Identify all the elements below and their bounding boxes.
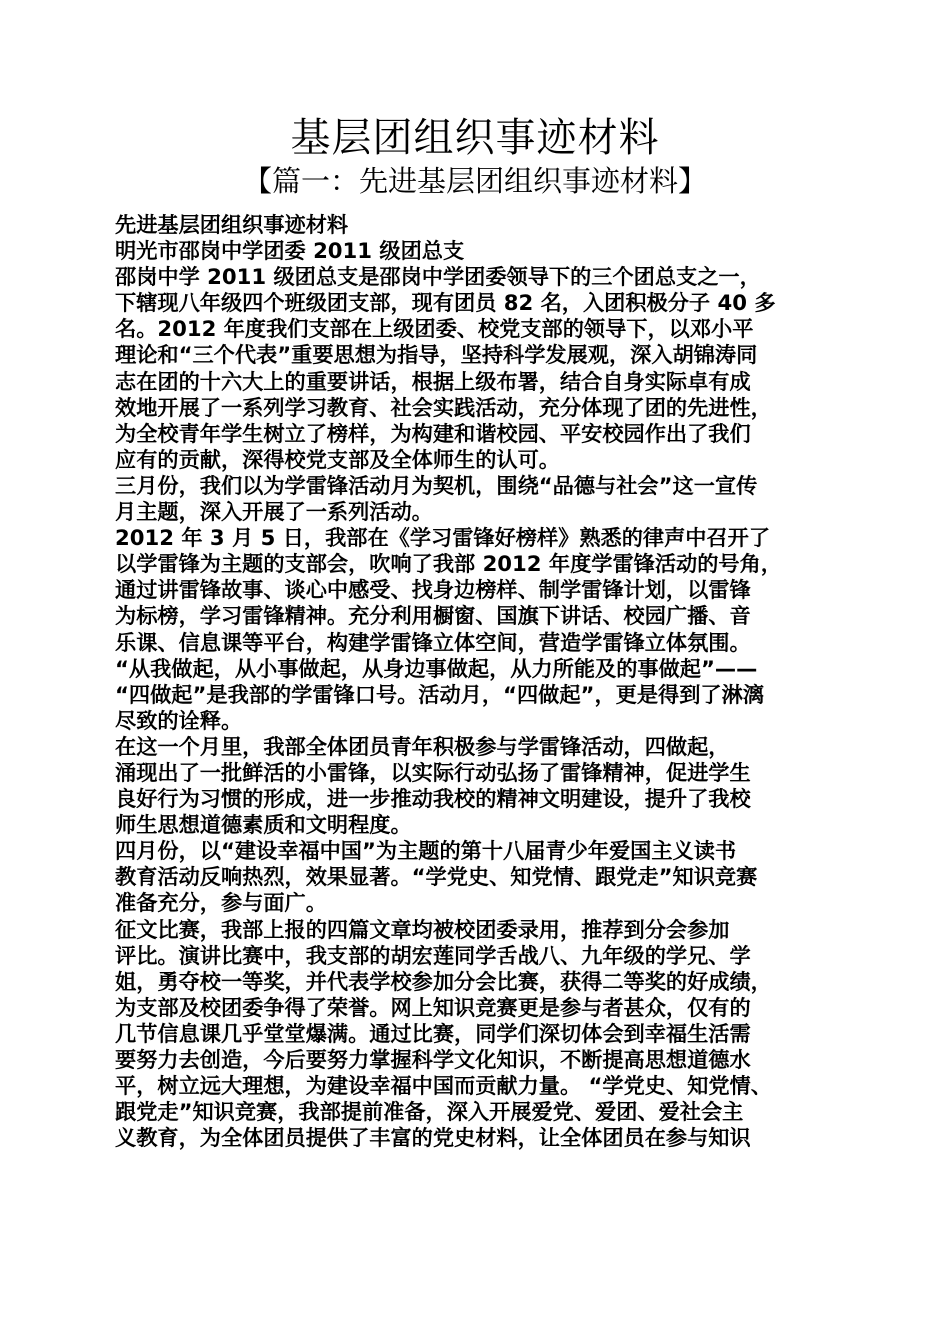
body-line: 效地开展了一系列学习教育、社会实践活动，充分体现了团的先进性， <box>115 394 772 420</box>
body-line: 跟党走”知识竞赛，我部提前准备，深入开展爱党、爱团、爱社会主 <box>115 1099 744 1125</box>
body-line: 评比。演讲比赛中，我支部的胡宏莲同学舌战八、九年级的学兄、学 <box>115 942 751 968</box>
body-line: 先进基层团组织事迹材料 <box>115 212 349 237</box>
body-line: 名。2012 年度我们支部在上级团委、校党支部的领导下，以邓小平 <box>115 316 754 342</box>
body-line: 征文比赛，我部上报的四篇文章均被校团委录用，推荐到分会参加 <box>115 916 730 942</box>
body-line: 邵岗中学 2011 级团总支是邵岗中学团委领导下的三个团总支之一， <box>115 264 761 290</box>
body-line: 志在团的十六大上的重要讲话，根据上级布署，结合自身实际卓有成 <box>115 368 751 394</box>
body-line: 教育活动反响热烈，效果显著。“学党史、知党情、跟党走”知识竞赛 <box>115 864 758 890</box>
body-line: 月主题，深入开展了一系列活动。 <box>115 499 433 525</box>
body-line: 2012 年 3 月 5 日，我部在《学习雷锋好榜样》熟悉的律声中召开了 <box>115 525 771 551</box>
body-line: 义教育，为全体团员提供了丰富的党史材料，让全体团员在参与知识 <box>115 1125 751 1151</box>
body-line: “四做起”是我部的学雷锋口号。活动月，“四做起”，更是得到了淋漓 <box>115 681 764 707</box>
body-line: 下辖现八年级四个班级团支部，现有团员 82 名，入团积极分子 40 多 <box>115 290 776 316</box>
body-line: 师生思想道德素质和文明程度。 <box>115 812 412 838</box>
body-line: 几节信息课几乎堂堂爆满。通过比赛，同学们深切体会到幸福生活需 <box>115 1020 751 1046</box>
document-subtitle: 【篇一：先进基层团组织事迹材料】 <box>242 164 707 198</box>
document-body <box>115 212 850 1151</box>
document-title: 基层团组织事迹材料 <box>290 115 660 161</box>
body-line: 尽致的诠释。 <box>115 707 243 733</box>
body-line: 平，树立远大理想，为建设幸福中国而贡献力量。 “学党史、知党情、 <box>115 1073 772 1099</box>
body-line: 三月份，我们以为学雷锋活动月为契机，围绕“品德与社会”这一宣传 <box>115 472 758 498</box>
body-line: 以学雷锋为主题的支部会，吹响了我部 2012 年度学雷锋活动的号角， <box>115 551 782 577</box>
body-line: 要努力去创造，今后要努力掌握科学文化知识，不断提高思想道德水 <box>115 1047 751 1072</box>
body-line: 为支部及校团委争得了荣誉。网上知识竞赛更是参与者甚众，仅有的 <box>115 994 751 1020</box>
body-line: 乐课、信息课等平台，构建学雷锋立体空间，营造学雷锋立体氛围。 <box>115 629 751 655</box>
body-line: 涌现出了一批鲜活的小雷锋，以实际行动弘扬了雷锋精神，促进学生 <box>115 759 751 785</box>
body-line: 应有的贡献，深得校党支部及全体师生的认可。 <box>115 446 560 472</box>
body-line: 在这一个月里，我部全体团员青年积极参与学雷锋活动，四做起， <box>115 733 730 759</box>
body-line: 明光市邵岗中学团委 2011 级团总支 <box>115 238 465 264</box>
body-line: 为全校青年学生树立了榜样，为构建和谐校园、平安校园作出了我们 <box>115 420 751 446</box>
body-line: 姐，勇夺校一等奖，并代表学校参加分会比赛，获得二等奖的好成绩， <box>115 968 772 994</box>
body-line: 为标榜，学习雷锋精神。充分利用橱窗、国旗下讲话、校园广播、音 <box>115 603 751 629</box>
body-line: “从我做起，从小事做起，从身边事做起，从力所能及的事做起”—— <box>115 655 758 681</box>
body-line: 准备充分，参与面广。 <box>115 890 327 916</box>
body-line: 良好行为习惯的形成，进一步推动我校的精神文明建设，提升了我校 <box>115 786 751 812</box>
body-line: 通过讲雷锋故事、谈心中感受、找身边榜样、制学雷锋计划，以雷锋 <box>115 577 751 603</box>
body-line: 理论和“三个代表”重要思想为指导，坚持科学发展观，深入胡锦涛同 <box>115 342 758 368</box>
body-line: 四月份，以“建设幸福中国”为主题的第十八届青少年爱国主义读书 <box>115 838 737 864</box>
